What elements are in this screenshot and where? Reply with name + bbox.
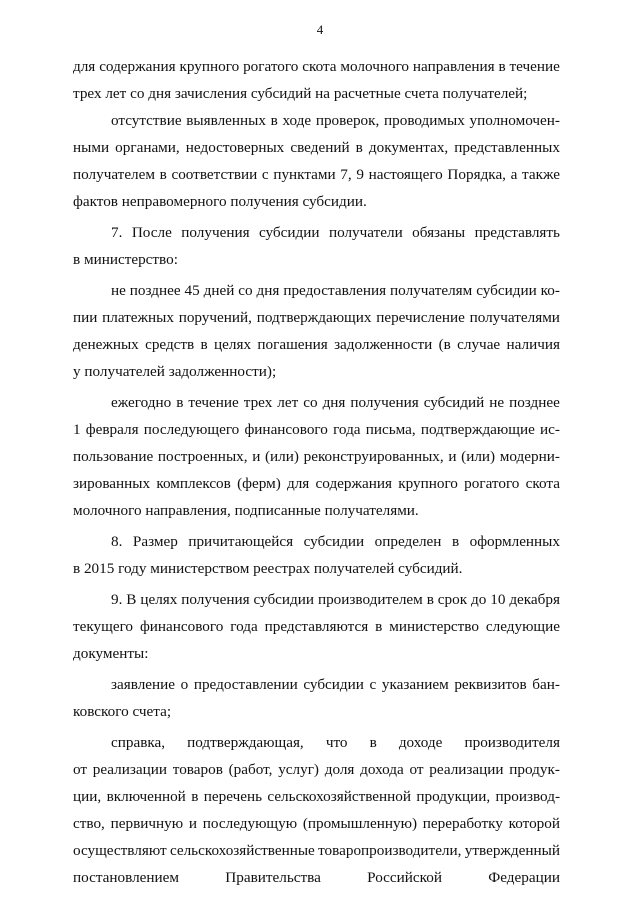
word: Федерации: [488, 869, 560, 886]
text-line: [73, 756, 560, 783]
text-line: [73, 331, 560, 358]
word: субсидии: [303, 676, 364, 693]
word: для: [287, 475, 310, 492]
word: доходе: [398, 734, 443, 751]
text-line: у получателей задолженности);: [73, 363, 277, 380]
word: целях: [140, 591, 178, 608]
word: дней: [203, 282, 235, 299]
word: следующие: [485, 618, 560, 635]
word: 8.: [111, 533, 123, 550]
word: задолженности: [334, 336, 433, 353]
word: включенной: [106, 788, 186, 805]
word: справка,: [111, 734, 166, 751]
word: выявленных: [186, 112, 266, 129]
word: сельскохозяйственные: [169, 842, 315, 859]
word: первичную: [110, 815, 184, 832]
word: скота: [302, 58, 337, 75]
word: текущего: [73, 618, 134, 635]
word: органами,: [115, 139, 180, 156]
word: перечисление: [376, 309, 465, 326]
word: средств: [145, 336, 195, 353]
word: получения: [181, 591, 250, 608]
word: 45: [184, 282, 200, 299]
word: отсутствие: [111, 112, 182, 129]
word: от: [409, 761, 424, 778]
word: года: [230, 618, 258, 635]
word: получателем: [73, 166, 155, 183]
word: с: [369, 676, 377, 693]
word: уполномочен-: [469, 112, 560, 129]
word: платежных: [102, 309, 174, 326]
word: сведений: [290, 139, 350, 156]
word: представленных: [454, 139, 560, 156]
word: настоящего: [368, 166, 443, 183]
word: (работ,: [228, 761, 273, 778]
word: производ-: [495, 788, 560, 805]
word: реконструированных,: [303, 448, 444, 465]
word: также: [522, 166, 560, 183]
word: обязаны: [412, 224, 466, 241]
word: (или): [265, 448, 299, 465]
word: для: [73, 58, 96, 75]
text-line: [73, 219, 560, 246]
word: получателям: [390, 282, 473, 299]
word: наличия: [506, 336, 560, 353]
word: подтверждающих: [256, 309, 372, 326]
word: письма,: [365, 421, 416, 438]
word: течение: [509, 58, 560, 75]
word: проверок,: [315, 112, 380, 129]
word: получения: [350, 394, 419, 411]
word: года: [333, 421, 361, 438]
word: 7.: [111, 224, 123, 241]
word: 1: [73, 421, 81, 438]
word: последующего: [143, 421, 240, 438]
word: пунктами: [273, 166, 336, 183]
word: Порядка,: [447, 166, 506, 183]
word: денежных: [73, 336, 139, 353]
word: позднее: [509, 394, 560, 411]
word: в: [426, 591, 434, 608]
word: в: [355, 139, 363, 156]
word: позднее: [129, 282, 181, 299]
document-body: [73, 53, 560, 891]
word: получателями: [469, 309, 560, 326]
word: министерство: [389, 618, 479, 635]
word: заявление: [111, 676, 176, 693]
text-line: [73, 161, 560, 188]
word: пользование: [73, 448, 154, 465]
word: декабря: [509, 591, 560, 608]
word: После: [131, 224, 172, 241]
word: трех: [243, 394, 273, 411]
word: субсидии: [303, 533, 365, 550]
word: и: [448, 448, 457, 465]
word: февраля: [85, 421, 139, 438]
text-line: молочного направления, подписанные получателями.: [73, 502, 419, 519]
text-line: трех лет со дня зачисления субсидий на расчетные счета получателей;: [73, 85, 528, 102]
word: не: [111, 282, 126, 299]
word: лет: [277, 394, 299, 411]
word: зированных: [73, 475, 151, 492]
text-line: [73, 107, 560, 134]
word: 10: [490, 591, 506, 608]
word: Российской: [367, 869, 442, 886]
word: постановлением: [73, 869, 180, 886]
text-line: в министерство:: [73, 251, 178, 268]
word: и: [188, 815, 198, 832]
word: рогатого: [464, 475, 520, 492]
text-line: фактов неправомерного получения субсидии.: [73, 193, 367, 210]
word: получатели: [328, 224, 403, 241]
word: молочного: [340, 58, 410, 75]
text-line: [73, 783, 560, 810]
word: ко-: [540, 282, 560, 299]
word: случае: [457, 336, 501, 353]
word: 7,: [340, 166, 352, 183]
word: перечень: [203, 788, 263, 805]
text-line: ковского счета;: [73, 703, 172, 720]
text-line: [73, 277, 560, 304]
word: утвержденный: [464, 842, 560, 859]
word: субсидии: [476, 282, 537, 299]
word: в: [498, 58, 506, 75]
word: которой: [508, 815, 560, 832]
word: погашения: [257, 336, 328, 353]
word: сельскохозяйственной: [267, 788, 412, 805]
word: субсидий: [423, 394, 485, 411]
word: Размер: [132, 533, 178, 550]
text-line: [73, 470, 560, 497]
word: со: [238, 282, 253, 299]
word: представляются: [264, 618, 369, 635]
word: скота: [525, 475, 560, 492]
word: ными: [73, 139, 110, 156]
word: предоставления: [283, 282, 387, 299]
text-line: [73, 528, 560, 555]
word: дня: [322, 394, 346, 411]
text-line: [73, 304, 560, 331]
word: товаропроизводители,: [318, 842, 462, 859]
word: определен: [374, 533, 442, 550]
text-line: [73, 729, 560, 756]
word: продук-: [509, 761, 560, 778]
word: срок: [437, 591, 468, 608]
word: проводимых: [384, 112, 465, 129]
word: предоставлении: [193, 676, 298, 693]
word: ис-: [540, 421, 560, 438]
word: представлять: [474, 224, 560, 241]
word: ежегодно: [111, 394, 172, 411]
word: оформленных: [469, 533, 560, 550]
word: в: [369, 734, 377, 751]
word: (в: [438, 336, 451, 353]
word: реализации: [429, 761, 504, 778]
text-line: [73, 864, 560, 891]
page-number: 4: [316, 22, 324, 37]
word: финансового: [139, 618, 224, 635]
word: комплексов: [156, 475, 231, 492]
word: от: [73, 761, 88, 778]
word: финансового: [244, 421, 328, 438]
word: в: [375, 618, 383, 635]
word: дохода: [360, 761, 404, 778]
word: пии: [73, 309, 98, 326]
word: крупного: [398, 475, 458, 492]
word: направления: [412, 58, 495, 75]
word: (промышленную): [302, 815, 418, 832]
word: 9: [356, 166, 364, 183]
word: документах,: [368, 139, 449, 156]
word: соответствии: [171, 166, 258, 183]
word: реализации: [92, 761, 168, 778]
word: что: [325, 734, 348, 751]
word: в: [176, 394, 184, 411]
word: подтверждающая,: [187, 734, 304, 751]
text-line: [73, 416, 560, 443]
word: в: [159, 166, 167, 183]
word: с: [261, 166, 269, 183]
word: товаров: [172, 761, 223, 778]
word: продукции,: [416, 788, 491, 805]
word: и: [252, 448, 261, 465]
word: услуг): [278, 761, 319, 778]
text-line: [73, 389, 560, 416]
word: рогатого: [243, 58, 299, 75]
text-line: [73, 671, 560, 698]
word: ство,: [73, 815, 105, 832]
word: со: [303, 394, 318, 411]
word: течение: [188, 394, 239, 411]
word: поручений,: [178, 309, 252, 326]
text-line: [73, 443, 560, 470]
word: 9.: [111, 591, 123, 608]
word: получения: [181, 224, 250, 241]
text-line: в 2015 году министерством реестрах получателей субсидий.: [73, 560, 463, 577]
word: переработку: [422, 815, 503, 832]
text-line: [73, 613, 560, 640]
word: (ферм): [237, 475, 281, 492]
word: в: [200, 336, 208, 353]
text-line: [73, 810, 560, 837]
word: содержания: [99, 58, 176, 75]
word: ции,: [73, 788, 102, 805]
word: доля: [324, 761, 355, 778]
text-line: [73, 586, 560, 613]
word: в: [451, 533, 460, 550]
word: ходе: [282, 112, 312, 129]
word: (или): [461, 448, 496, 465]
word: в: [270, 112, 278, 129]
word: модерни-: [499, 448, 560, 465]
word: содержания: [315, 475, 392, 492]
word: указанием: [381, 676, 449, 693]
word: причитающейся: [188, 533, 294, 550]
word: целях: [214, 336, 252, 353]
text-line: [73, 134, 560, 161]
word: а: [510, 166, 518, 183]
word: подтверждающие: [420, 421, 535, 438]
word: В: [126, 591, 137, 608]
word: дня: [256, 282, 280, 299]
word: в: [191, 788, 199, 805]
text-line: [73, 53, 560, 80]
word: до: [470, 591, 487, 608]
word: построенных,: [157, 448, 248, 465]
word: о: [180, 676, 189, 693]
word: производителя: [464, 734, 560, 751]
word: субсидии: [253, 591, 315, 608]
word: субсидии: [259, 224, 320, 241]
word: реквизитов: [454, 676, 527, 693]
word: производителем: [317, 591, 423, 608]
word: крупного: [179, 58, 240, 75]
word: недостоверных: [185, 139, 285, 156]
text-line: [73, 837, 560, 864]
text-line: документы:: [73, 645, 149, 662]
word: осуществляют: [73, 842, 167, 859]
word: последующую: [202, 815, 298, 832]
word: Правительства: [225, 869, 321, 886]
word: бан-: [532, 676, 560, 693]
word: не: [489, 394, 505, 411]
